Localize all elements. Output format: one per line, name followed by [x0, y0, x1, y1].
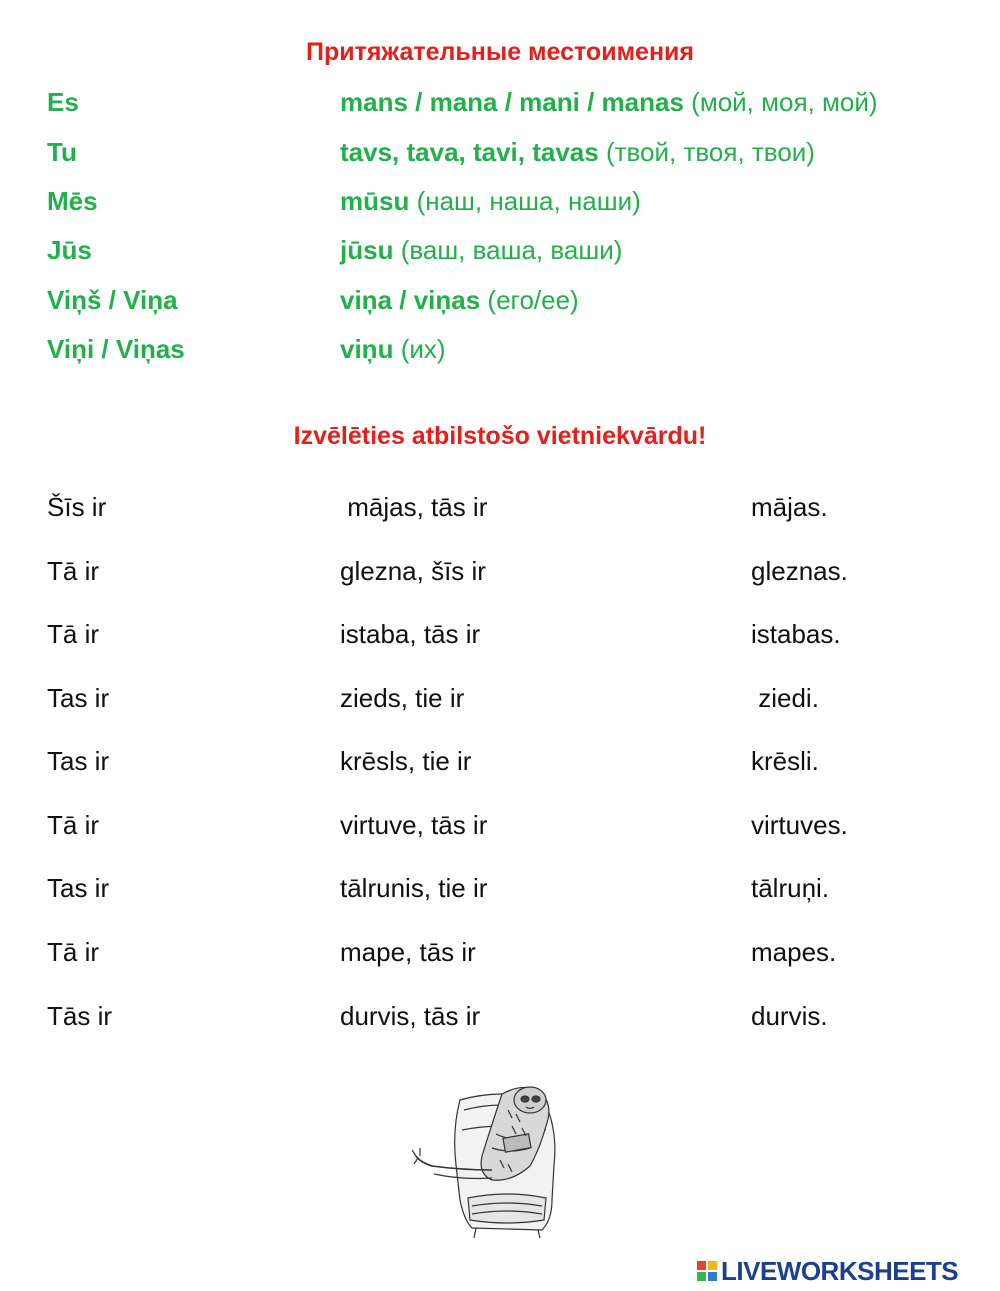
pronoun-forms: viņa / viņas [340, 285, 481, 315]
exercise-part-b: krēsls, tie ir [340, 746, 472, 776]
pronoun-forms-cell [340, 186, 641, 217]
pronoun-forms: viņu [340, 334, 394, 364]
pronoun-row [0, 87, 1000, 121]
exercise-row [0, 810, 1000, 844]
pronoun-subject: Viņi / Viņas [47, 334, 185, 364]
pronoun-row [0, 334, 1000, 368]
exercise-part-a: Tās ir [47, 1001, 112, 1031]
exercise-part-b: durvis, tās ir [340, 1001, 481, 1031]
exercise-part-a: Tā ir [47, 619, 99, 649]
exercise-row [0, 873, 1000, 907]
pronouns-title: Притяжательные местоимения [305, 38, 695, 66]
exercise-part-b: tālrunis, tie ir [340, 873, 488, 903]
exercise-row [0, 683, 1000, 717]
logo-blocks-icon [697, 1261, 717, 1281]
logo-block [697, 1272, 706, 1281]
pronoun-subject: Jūs [47, 235, 92, 265]
pronoun-translation: (мой, моя, мой) [691, 87, 878, 117]
pronoun-row [0, 186, 1000, 220]
pronoun-subject: Es [47, 87, 79, 117]
exercise-part-a: Tā ir [47, 556, 99, 586]
exercise-part-c: virtuves. [751, 810, 848, 840]
pronoun-translation: (наш, наша, наши) [416, 186, 641, 216]
logo-text: LIVEWORKSHEETS [721, 1255, 959, 1286]
exercise-part-c: mapes. [751, 937, 837, 967]
pronoun-translation: (их) [400, 334, 446, 364]
pronoun-row [0, 137, 1000, 171]
exercise-part-b: glezna, šīs ir [340, 556, 486, 586]
pronoun-forms-cell [340, 87, 878, 118]
exercise-row [0, 1001, 1000, 1035]
liveworksheets-logo [697, 1254, 958, 1288]
logo-block [708, 1272, 717, 1281]
pronoun-subject: Viņš / Viņa [47, 285, 178, 315]
exercise-row [0, 746, 1000, 780]
exercise-row [0, 556, 1000, 590]
pronoun-subject: Mēs [47, 186, 98, 216]
pronoun-translation: (ваш, ваша, ваши) [400, 235, 623, 265]
exercise-part-b: zieds, tie ir [340, 683, 465, 713]
exercise-part-a: Šīs ir [47, 492, 107, 522]
exercise-part-a: Tas ir [47, 746, 110, 776]
pronoun-forms: jūsu [340, 235, 394, 265]
exercise-row [0, 619, 1000, 653]
logo-block [708, 1261, 717, 1270]
exercise-part-b: istaba, tās ir [340, 619, 481, 649]
exercise-row [0, 937, 1000, 971]
exercise-part-a: Tas ir [47, 683, 110, 713]
exercise-part-b: virtuve, tās ir [340, 810, 488, 840]
exercise-part-c: ziedi. [751, 683, 819, 713]
exercise-part-c: gleznas. [751, 556, 848, 586]
exercise-part-c: mājas. [751, 492, 828, 522]
pronoun-forms-cell [340, 235, 622, 266]
pronoun-forms: tavs, tava, tavi, tavas [340, 137, 599, 167]
pronoun-row [0, 285, 1000, 319]
pronoun-forms-cell [340, 334, 446, 365]
exercise-part-a: Tā ir [47, 810, 99, 840]
sloth-in-armchair-icon [412, 1070, 582, 1240]
exercise-part-c: istabas. [751, 619, 841, 649]
pronoun-forms-cell [340, 285, 579, 316]
pronoun-subject: Tu [47, 137, 77, 167]
exercise-part-b: mājas, tās ir [340, 492, 488, 522]
pronoun-forms: mūsu [340, 186, 410, 216]
exercise-title: Izvēlēties atbilstošo vietniekvārdu! [293, 422, 707, 450]
pronoun-row [0, 235, 1000, 269]
pronoun-translation: (его/ее) [487, 285, 579, 315]
exercise-part-c: krēsli. [751, 746, 819, 776]
pronoun-translation: (твой, твоя, твои) [605, 137, 815, 167]
exercise-part-a: Tā ir [47, 937, 99, 967]
pronoun-forms: mans / mana / mani / manas [340, 87, 684, 117]
pronoun-forms-cell [340, 137, 815, 168]
exercise-row [0, 492, 1000, 526]
exercise-part-c: durvis. [751, 1001, 828, 1031]
logo-block [697, 1261, 706, 1270]
exercise-part-b: mape, tās ir [340, 937, 476, 967]
exercise-part-c: tālruņi. [751, 873, 830, 903]
exercise-part-a: Tas ir [47, 873, 110, 903]
